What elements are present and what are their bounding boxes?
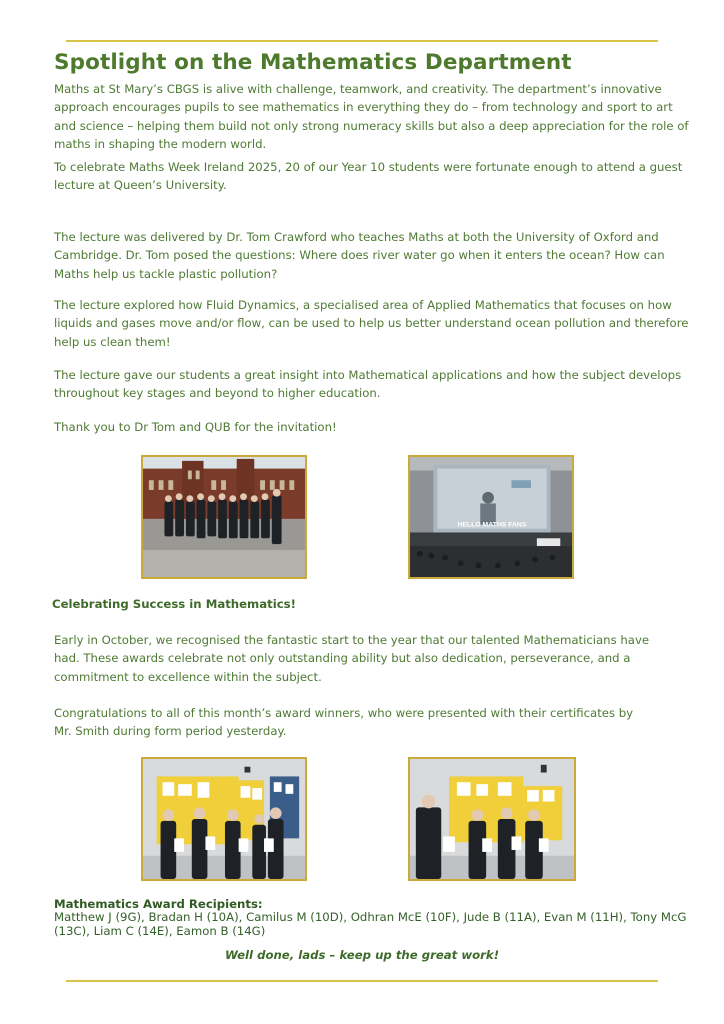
success-paragraph-1: Early in October, we recognised the fantastic start to the year that our talented Mathematicians have had. These awards celebrate not only outstanding ability but also dedication, perseverance, and a commitment to excellence within the subject. — [54, 633, 650, 684]
intro-paragraph: Maths at St Mary’s CBGS is alive with challenge, teamwork, and creativity. The department’s innovative approach encourages pupils to see mathematics in everything they do – from technology and sport to art and science – helping them build not only strong numeracy skills but also a deep appreciation for the role of maths in shaping the modern world. — [54, 82, 689, 152]
lecture-paragraph-2: The lecture explored how Fluid Dynamics, a specialised area of Applied Mathematics that focuses on how liquids and gases move and/or flow, can be used to help us better understand ocean pollution and therefore help us clean them! — [54, 298, 689, 349]
top-divider — [66, 40, 658, 42]
bottom-divider — [66, 980, 658, 982]
success-paragraph-2: Congratulations to all of this month’s award winners, who were presented with their certificates by Mr. Smith during form period yesterday. — [54, 706, 634, 739]
lecture-paragraph-3: The lecture gave our students a great insight into Mathematical applications and how the subject develops throughout key stages and beyond to higher education. — [54, 368, 682, 401]
lecture-paragraph-1: The lecture was delivered by Dr. Tom Crawford who teaches Maths at both the University of Oxford and Cambridge. Dr. Tom posed the questions: Where does river water go when it enters the ocean? How can Maths help us tackle plastic pollution? — [54, 230, 665, 281]
maths-week-paragraph: To celebrate Maths Week Ireland 2025, 20 of our Year 10 students were fortunate enough to attend a guest lecture at Queen’s University. — [54, 160, 683, 193]
lecture-theatre-photo — [408, 455, 574, 579]
thanks-line: Thank you to Dr Tom and QUB for the invitation! — [54, 420, 337, 434]
award-winners-group-photo — [141, 757, 307, 881]
awards-heading: Mathematics Award Recipients: — [54, 897, 263, 911]
students-at-queens-photo — [141, 455, 307, 579]
awards-list: Matthew J (9G), Bradan H (10A), Camilus M (10D), Odhran McE (10F), Jude B (11A), Evan M (11H), Tony McG (13C), Liam C (14E), Eamon B (14G) — [54, 910, 687, 938]
page-title: Spotlight on the Mathematics Department — [54, 50, 572, 75]
award-winners-teacher-photo — [408, 757, 576, 881]
projector-slide-text: HELLO MATHS FANS — [457, 521, 527, 529]
success-heading: Celebrating Success in Mathematics! — [52, 597, 296, 611]
closing-message: Well done, lads – keep up the great work! — [224, 948, 500, 962]
